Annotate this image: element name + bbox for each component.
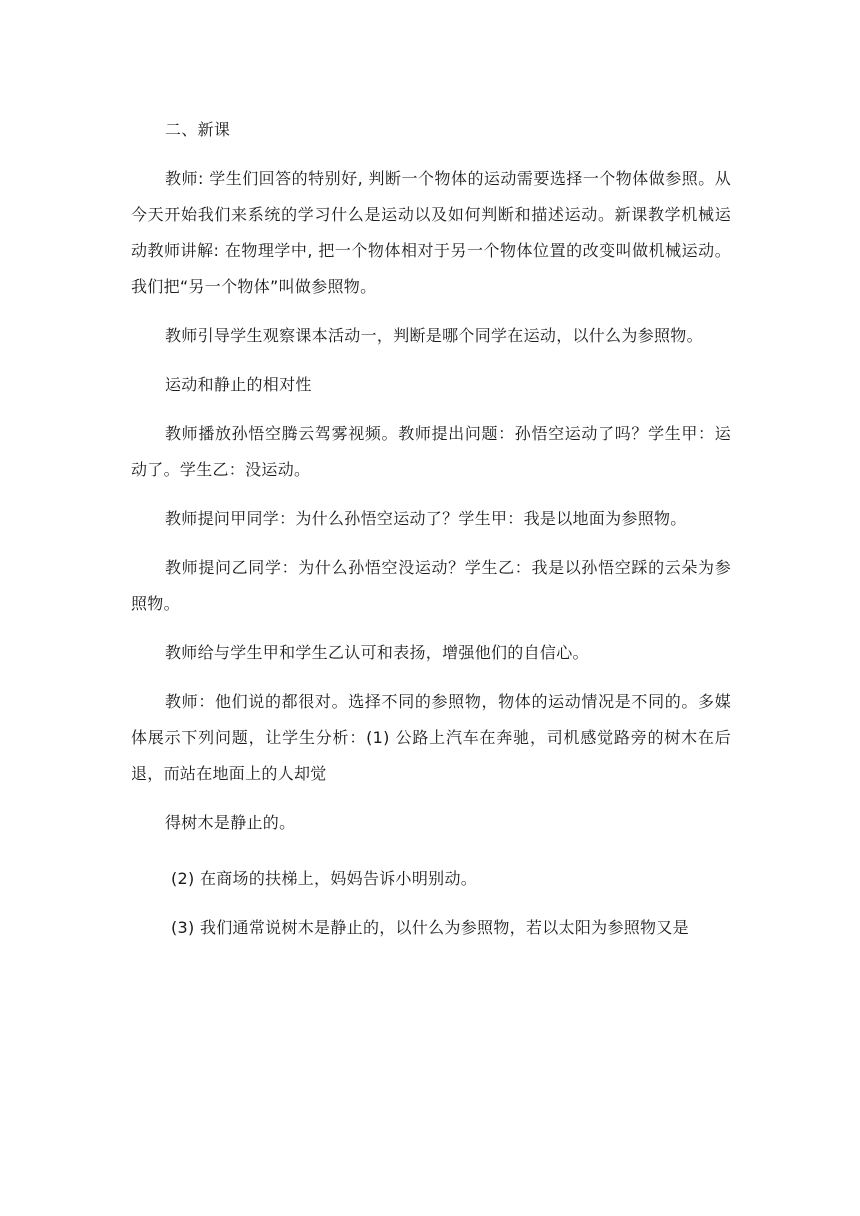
paragraph: 得树木是静止的。 [165, 813, 296, 832]
paragraph: 教师提问乙同学：为什么孙悟空没运动？学生乙：我是以孙悟空踩的云朵为参照物。 [131, 558, 731, 613]
list-item: (3) 我们通常说树木是静止的，以什么为参照物，若以太阳为参照物又是 [171, 918, 689, 937]
paragraph: 教师引导学生观察课本活动一，判断是哪个同学在运动，以什么为参照物。 [165, 326, 703, 345]
paragraph: 教师播放孙悟空腾云驾雾视频。教师提出问题：孙悟空运动了吗？学生甲：运动了。学生乙：没运动。 [131, 424, 731, 479]
subsection-heading: 运动和静止的相对性 [165, 375, 312, 394]
document-body [131, 112, 731, 959]
list-item: (2) 在商场的扶梯上，妈妈告诉小明别动。 [171, 869, 478, 888]
paragraph: 教师提问甲同学：为什么孙悟空运动了？学生甲：我是以地面为参照物。 [165, 509, 687, 528]
paragraph: 教师：他们说的都很对。选择不同的参照物，物体的运动情况是不同的。多媒体展示下列问题，让学生分析：(1) 公路上汽车在奔驰，司机感觉路旁的树木在后退，而站在地面上的人却觉 [131, 692, 731, 783]
section-heading: 二、新课 [165, 120, 231, 139]
paragraph: 教师: 学生们回答的特别好, 判断一个物体的运动需要选择一个物体做参照。从今天开始我们来系统的学习什么是运动以及如何判断和描述运动。新课教学机械运动教师讲解: 在物理学中, 把一个物体相对于另一个物体位置的改变叫做机械运动。我们把“另一个物体”叫做参照物。 [131, 169, 731, 296]
paragraph: 教师给与学生甲和学生乙认可和表扬，增强他们的自信心。 [165, 643, 589, 662]
